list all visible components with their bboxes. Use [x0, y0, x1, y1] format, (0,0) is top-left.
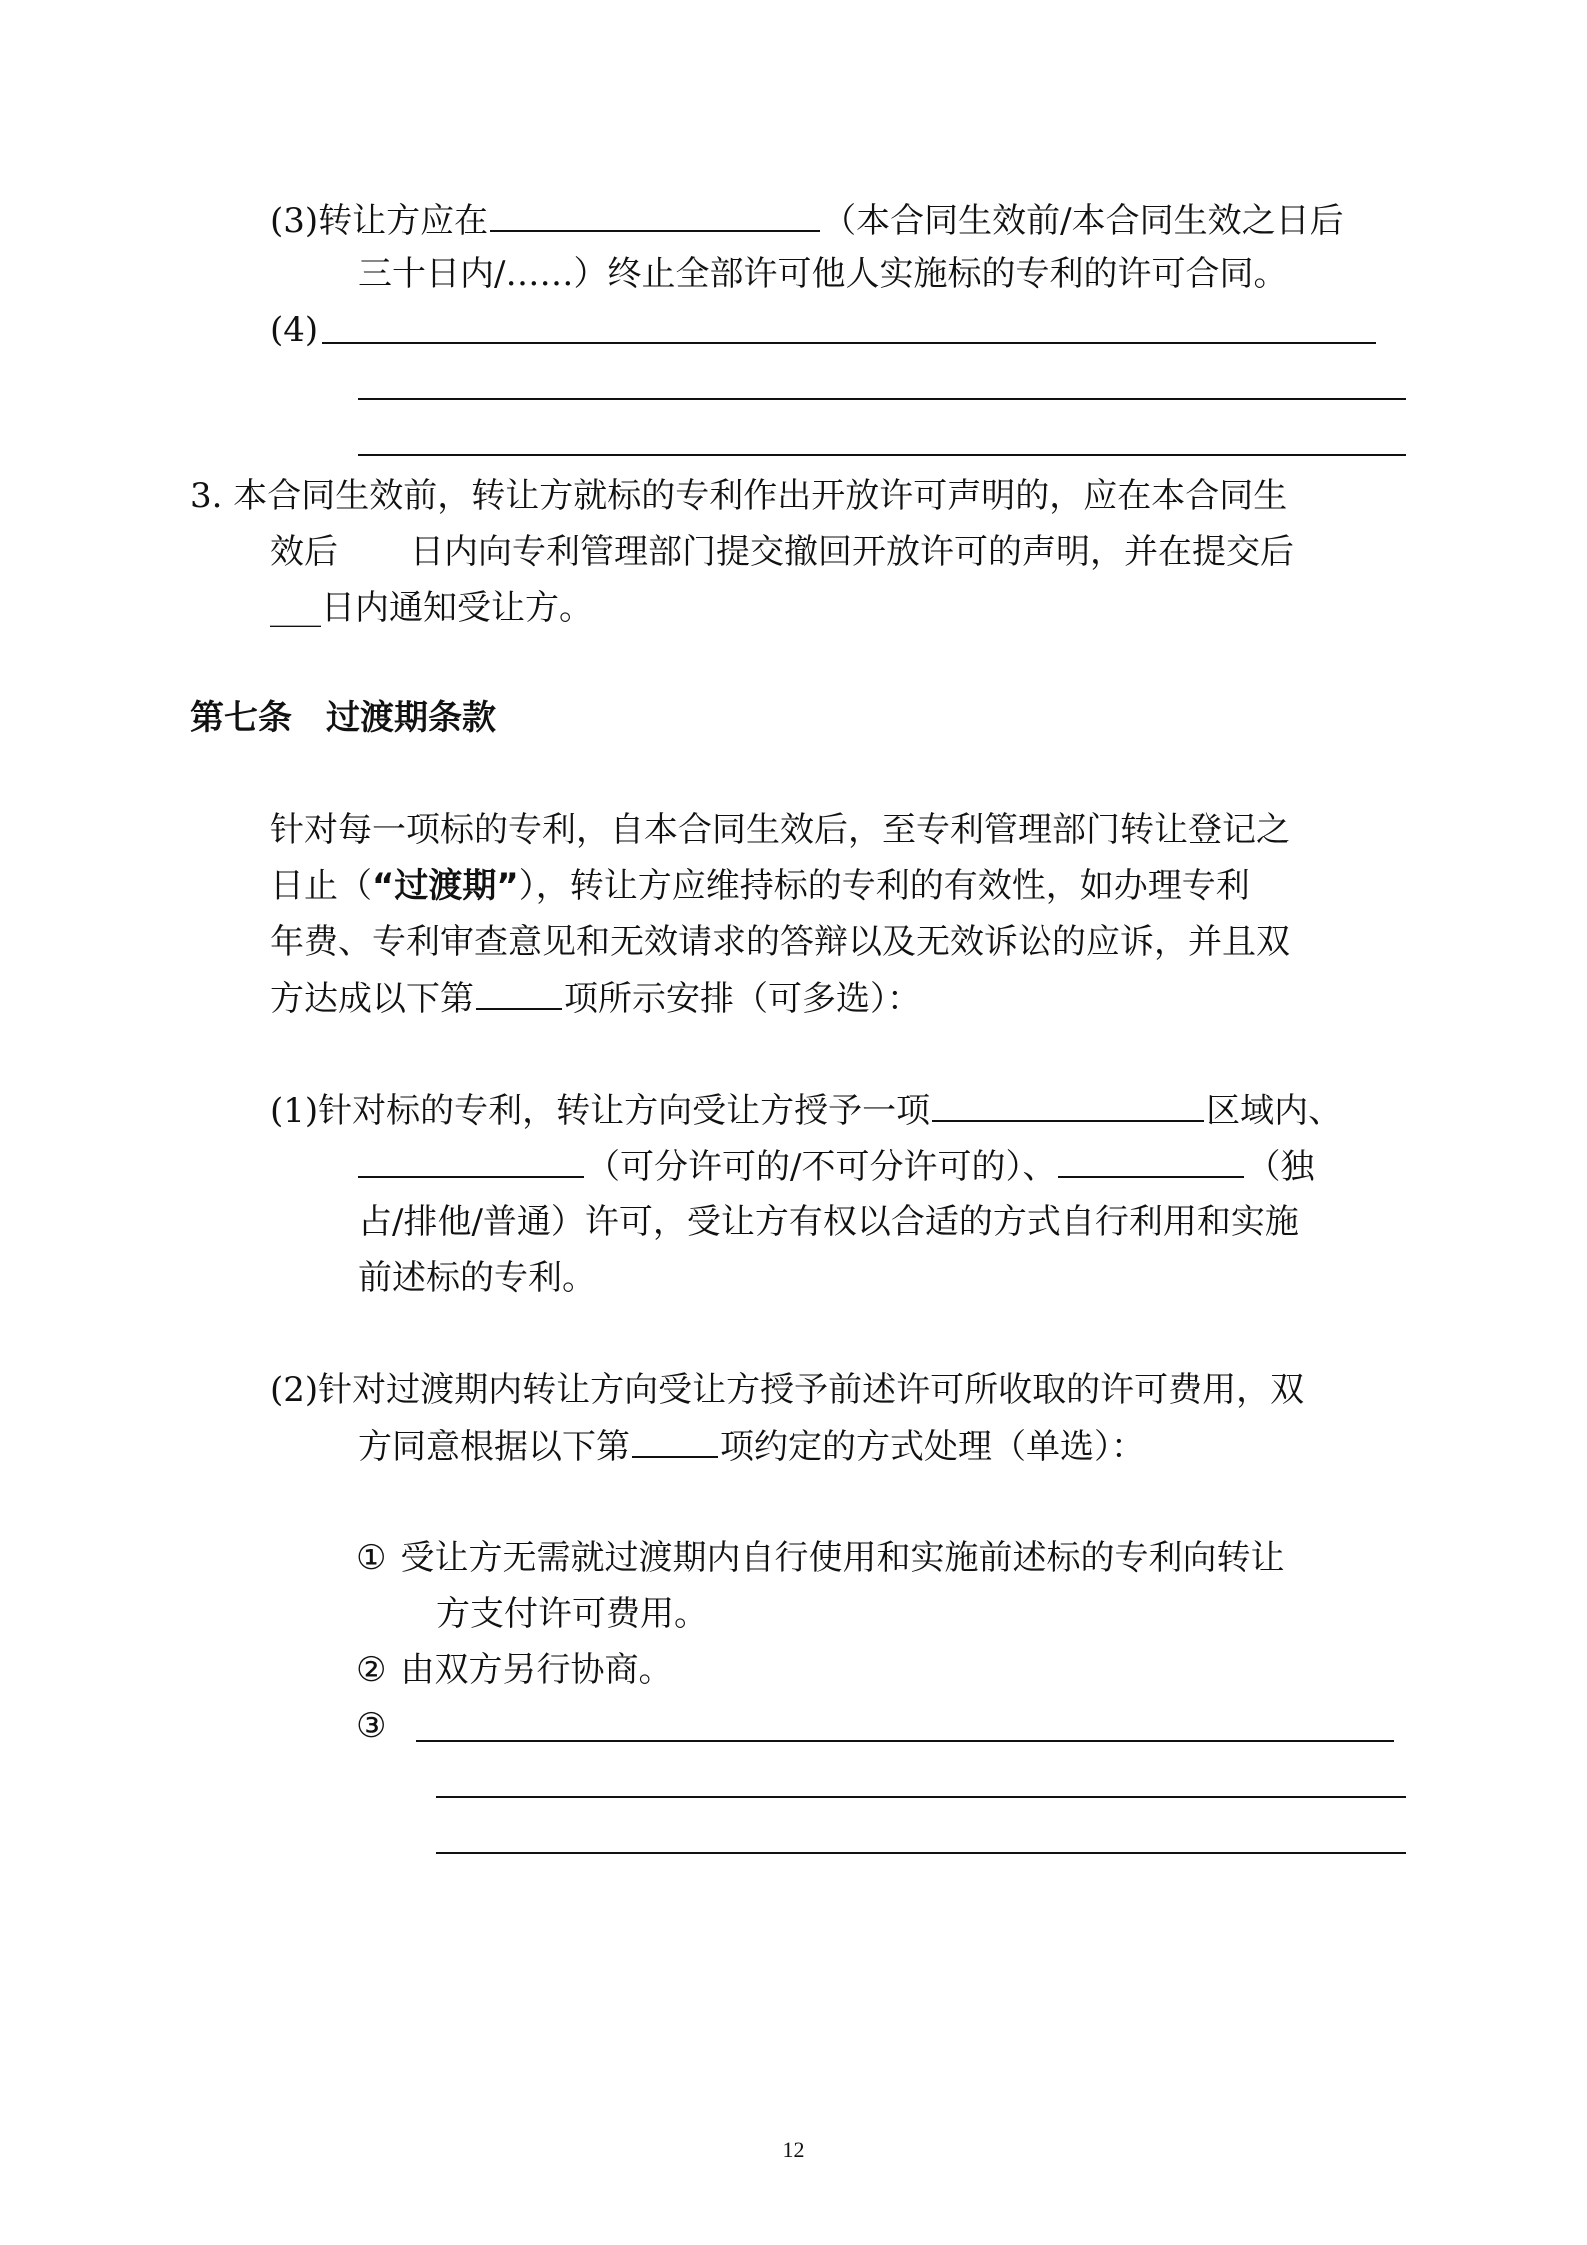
option-1-line-2: 方支付许可费用。 [436, 1594, 708, 1634]
clause-3-line-3 [270, 584, 593, 632]
option-3-fill-line-2[interactable] [436, 1796, 1406, 1798]
intro-text-a: 日止（ [270, 866, 372, 906]
item-3-number: (3) [270, 201, 319, 241]
transition-period-term: “过渡期” [372, 866, 519, 906]
clause-3-text-a: 效后 [270, 532, 338, 572]
sub-1-line-4: 前述标的专利。 [358, 1258, 596, 1298]
item-4-fill-line-1[interactable] [322, 342, 1376, 344]
article-7-intro-line-1: 针对每一项标的专利，自本合同生效后，至专利管理部门转让登记之 [270, 810, 1290, 850]
option-3-fill-line-1[interactable] [416, 1740, 1394, 1742]
option-1-line-1 [356, 1534, 1284, 1582]
sub-1-exclusivity-blank[interactable] [1058, 1142, 1244, 1178]
option-1-number: ① [356, 1538, 387, 1578]
article-7-intro-line-3: 年费、专利审查意见和无效请求的答辩以及无效诉讼的应诉，并且双 [270, 922, 1290, 962]
clause-3-text-c: 日内通知受让方。 [321, 588, 593, 628]
sub-1-text-a: 针对标的专利，转让方向受让方授予一项 [318, 1091, 931, 1131]
sub-1-line-2 [358, 1142, 1314, 1190]
intro-text-b: ），转让方应维持标的专利的有效性，如办理专利 [518, 866, 1250, 906]
sub-2-text-b: 方同意根据以下第 [358, 1427, 630, 1467]
sub-2-text-a: 针对过渡期内转让方向受让方授予前述许可所收取的许可费用，双 [318, 1370, 1305, 1410]
sub-1-sublicense-blank[interactable] [358, 1142, 584, 1178]
article-7-intro-line-2 [270, 862, 1250, 910]
clause-3-text-b: 日内向专利管理部门提交撤回开放许可的声明，并在提交后 [410, 532, 1294, 572]
sub-2-line-2 [358, 1422, 1145, 1470]
option-3-fill-line-3[interactable] [436, 1852, 1406, 1854]
item-3-text-b: （本合同生效前/本合同生效之日后 [822, 201, 1344, 241]
sub-2-number: (2) [270, 1370, 319, 1410]
item-3-text-a: 转让方应在 [318, 201, 489, 241]
sub-1-text-b: 区域内、 [1206, 1091, 1343, 1131]
option-3-number: ③ [356, 1706, 387, 1746]
clause-3-line-2 [270, 528, 1294, 576]
option-1-text: 受让方无需就过渡期内自行使用和实施前述标的专利向转让 [400, 1538, 1285, 1578]
intro-text-d: 项所示安排（可多选）： [564, 979, 921, 1019]
item-4-fill-line-2[interactable] [358, 398, 1406, 400]
clause-3-line-1: 3. 本合同生效前，转让方就标的专利作出开放许可声明的，应在本合同生 [190, 476, 1288, 516]
item-4-number: (4) [270, 310, 319, 350]
article-7-choice-blank[interactable] [476, 974, 562, 1010]
page-number: 12 [782, 2137, 805, 2162]
item-3-line-2: 三十日内/……）终止全部许可他人实施标的专利的许可合同。 [358, 254, 1288, 294]
sub-2-choice-blank[interactable] [632, 1422, 718, 1458]
sub-1-number: (1) [270, 1091, 319, 1131]
sub-1-line-3: 占/排他/普通）许可，受让方有权以合适的方式自行利用和实施 [358, 1202, 1299, 1242]
option-2-number: ② [356, 1650, 387, 1690]
article-7-intro-line-4 [270, 974, 921, 1022]
option-3-line [356, 1702, 386, 1750]
option-2-text: 由双方另行协商。 [400, 1650, 673, 1690]
article-7-title: 第七条 过渡期条款 [190, 698, 496, 738]
sub-1-text-d: （独 [1246, 1147, 1315, 1187]
sub-1-text-c: （可分许可的/不可分许可的）、 [586, 1147, 1057, 1187]
item-4-line [270, 306, 318, 354]
sub-2-text-c: 项约定的方式处理（单选）： [720, 1427, 1145, 1467]
sub-2-line-1 [270, 1366, 1304, 1414]
item-3-blank[interactable] [490, 196, 820, 232]
option-2-line [356, 1646, 672, 1694]
clause-3-blank-notify[interactable]: ___ [270, 588, 321, 628]
item-4-fill-line-3[interactable] [358, 454, 1406, 456]
sub-1-region-blank[interactable] [932, 1086, 1204, 1122]
intro-text-c: 方达成以下第 [270, 979, 474, 1019]
item-3-line-1 [270, 196, 1344, 244]
sub-1-line-1 [270, 1086, 1342, 1134]
